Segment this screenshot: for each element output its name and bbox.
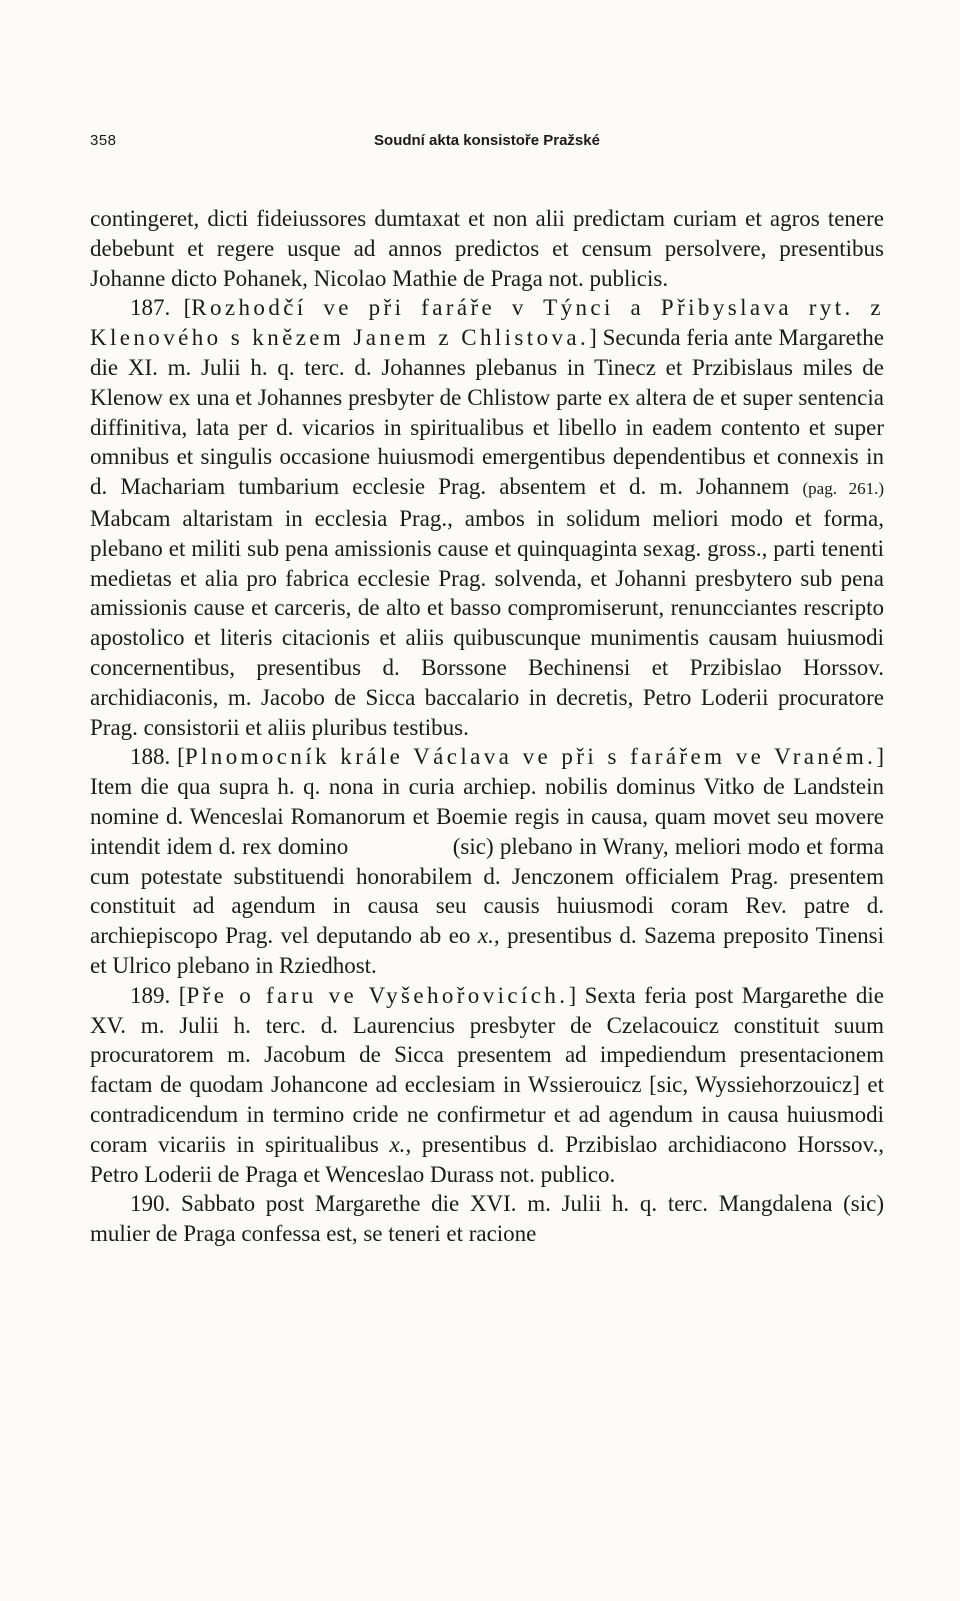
entry-number: 188. — [130, 744, 178, 770]
bracket-close: ] — [876, 744, 885, 770]
bracket-open: [ — [178, 982, 187, 1008]
running-title: Soudní akta konsistoře Pražské — [374, 132, 600, 149]
entry-188 — [90, 742, 884, 980]
entry-text: Secunda feria ante Margarethe die XI. m. Julii h. q. terc. d. Johannes plebanus in Tinecz et Przibislaus miles de Klenow ex una et Johannes presbyter de Chlistow parte ex altera de et super sentencia diffinitiva, lata per d. vicarios in spiritualibus et libello in eadem contento et super omnibus et singulis occasione huiusmodi emergentibus dependentibus et connexis in d. Machariam tumbarium ecclesie Prag. absentem et d. m. Johannem — [90, 325, 884, 500]
entry-heading: Plnomocník krále Václava ve při s farářem ve Vraném. — [184, 744, 877, 770]
abbreviation-x: x. — [389, 1131, 406, 1157]
paragraph-text: contingeret, dicti fideiussores dumtaxat et non alii predictam curiam et agros tenere debebunt et regere usque ad annos predictos et censum persolvere, presentibus Johanne dicto Pohanek, Nicolao Mathie de Praga not. publicis. — [90, 206, 884, 291]
entry-text-continued: Mabcam altaristam in ecclesia Prag., ambos in solidum meliori modo et forma, plebano et militi sub pena amissionis cause et quinquaginta sexag. gross., parti tenenti medietas et alia pro fabrica ecclesie Prag. solvenda, et Johanni presbytero sub pena amissionis cause et carceris, de alto et basso compromiserunt, renuncciantes rescripto apostolico et literis citacionis et aliis quibuscunque munimentis causam huiusmodi concernentibus, presentibus d. Borssone Bechinensi et Przibislao Horssov. archidiaconis, m. Jacobo de Sicca baccalario in decretis, Petro Loderii procuratore Prag. consistorii et aliis pluribus testibus. — [90, 505, 884, 740]
entry-text: Sabbato post Margarethe die XVI. m. Julii h. q. terc. Mangdalena (sic) mulier de Praga confessa est, se teneri et racione — [90, 1191, 885, 1247]
paragraph-continuation — [90, 204, 884, 293]
entry-number: 189. — [130, 982, 179, 1008]
page-reference: (pag. 261.) — [802, 479, 884, 499]
entry-187 — [90, 293, 884, 742]
bracket-close: ] — [568, 982, 585, 1008]
entry-number: 187. — [130, 295, 184, 321]
entry-190 — [90, 1189, 884, 1249]
entry-text: Sexta feria post Margarethe die XV. m. Julii h. terc. d. Laurencius presbyter de Czelacouicz constituit suum procuratorem m. Jacobum de Sicca presentem ad impediendum presentacionem factam de quodam Johancone ad ecclesiam in Wssierouicz [sic, Wyssiehorzouicz] et contradicendum in termino cride ne confirmetur et ad agendum in causa huiusmodi coram vicariis in spiritualibus — [90, 982, 884, 1157]
entry-text: Item die qua supra h. q. nona in curia archiep. nobilis dominus Vitko de Landstein nomine d. Wenceslai Romanorum et Boemie regis in causa, quam movet seu movere intendit idem d. rex domino (sic) plebano in Wrany, meliori modo et forma cum potestate substituendi honorabilem d. Jenczonem officialem Prag. presentem constituit ad agendum in causa seu causis huiusmodi coram Rev. patre d. archiepiscopo Prag. vel deputando ab eo — [90, 774, 884, 949]
bracket-open: [ — [177, 744, 185, 770]
running-head — [90, 132, 884, 156]
entry-heading: Pře o faru ve Vyšehořovicích. — [186, 982, 569, 1008]
page-number: 358 — [90, 132, 117, 149]
abbreviation-x: x. — [477, 923, 494, 949]
entry-text-continued: , presentibus d. Przibislao archidiacono Horssov., Petro Loderii de Praga et Wenceslao Durass not. publico. — [90, 1131, 884, 1187]
entry-number: 190. — [130, 1191, 181, 1217]
bracket-open: [ — [183, 295, 192, 321]
entry-text-continued: , presentibus d. Sazema preposito Tinensi et Ulrico plebano in Rziedhost. — [90, 923, 884, 978]
body-text — [90, 204, 884, 1249]
entry-189 — [90, 981, 884, 1190]
bracket-close: ] — [589, 325, 603, 351]
entry-heading: Rozhodčí ve při faráře v Týnci a Přibyslava ryt. z Klenového s knězem Janem z Chlistova. — [90, 295, 885, 351]
